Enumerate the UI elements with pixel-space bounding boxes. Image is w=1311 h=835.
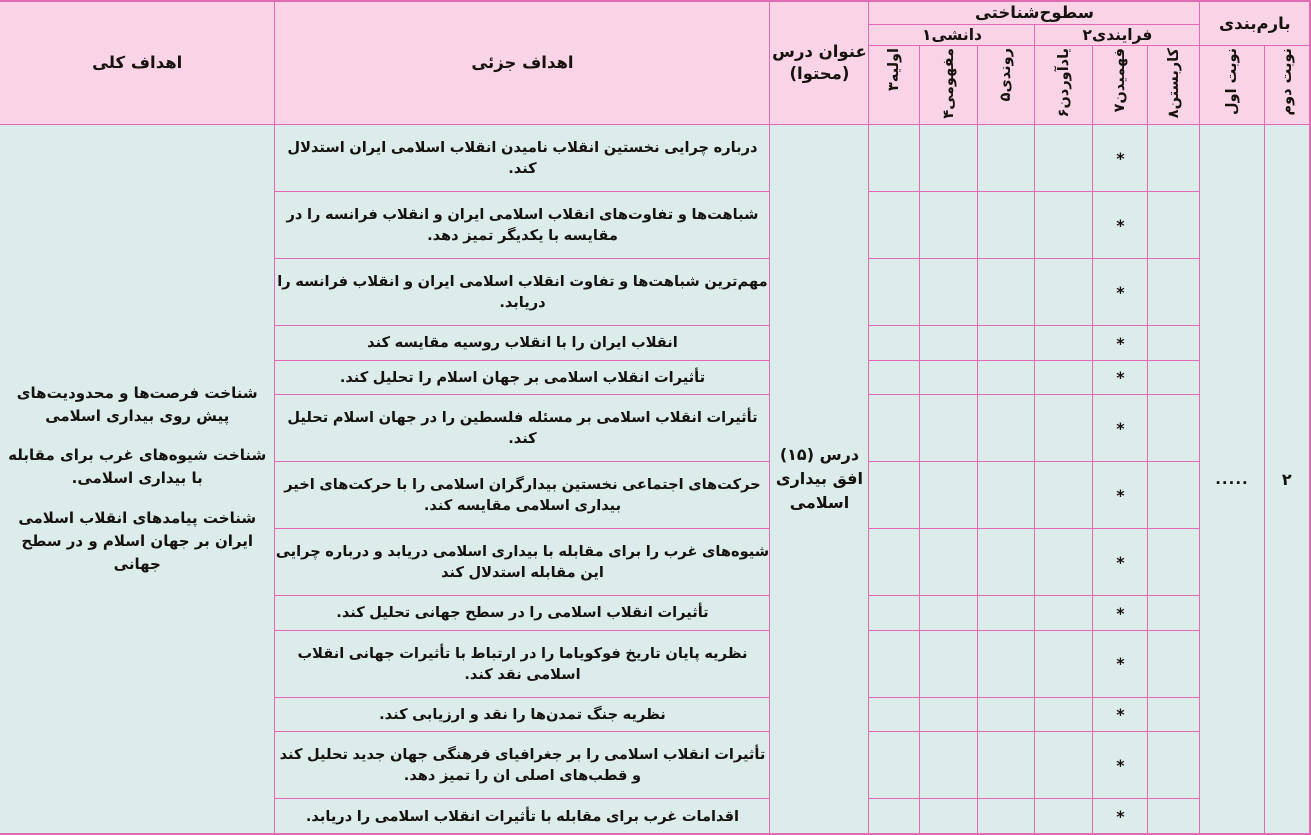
cell-empty-procedural — [978, 529, 1035, 596]
cell-empty-applying — [1148, 732, 1200, 799]
cell-mark-understanding — [1093, 192, 1148, 259]
cell-mark-understanding — [1093, 596, 1148, 630]
cell-partial-goal: مهم‌ترین شباهت‌ها و تفاوت انقلاب اسلامی ایران و انقلاب فرانسه را دریابد. — [275, 259, 770, 326]
lesson-title-line-2: افق بیداری — [775, 469, 864, 488]
star-mark-icon: * — [1116, 552, 1125, 572]
cell-mark-understanding — [1093, 125, 1148, 192]
cell-empty-primary — [869, 529, 920, 596]
cell-empty-recalling — [1035, 360, 1093, 394]
cell-empty-recalling — [1035, 630, 1093, 697]
cell-general-goals — [0, 125, 275, 835]
table-header — [0, 1, 1310, 125]
cell-empty-recalling — [1035, 697, 1093, 731]
header-col-understanding-label: فهمیدن۷ — [1112, 48, 1129, 113]
cell-partial-goal: تأثیرات انقلاب اسلامی بر مسئله فلسطین را در جهان اسلام تحلیل کند. — [275, 395, 770, 462]
general-goal-item: شناخت شیوه‌های غرب برای مقابله با بیداری اسلامی. — [8, 446, 267, 488]
cell-empty-procedural — [978, 732, 1035, 799]
cell-mark-understanding — [1093, 732, 1148, 799]
cell-partial-goal: انقلاب ایران را با انقلاب روسیه مقایسه کند — [275, 326, 770, 360]
star-mark-icon: * — [1116, 367, 1125, 387]
cell-empty-conceptual — [920, 462, 978, 529]
header-col-conceptual — [920, 46, 978, 125]
cell-partial-goal: تأثیرات انقلاب اسلامی را در سطح جهانی تحلیل کند. — [275, 596, 770, 630]
cell-empty-primary — [869, 360, 920, 394]
cell-empty-applying — [1148, 596, 1200, 630]
cell-empty-procedural — [978, 395, 1035, 462]
header-col-procedural — [978, 46, 1035, 125]
cell-empty-recalling — [1035, 125, 1093, 192]
cell-empty-primary — [869, 596, 920, 630]
cell-empty-applying — [1148, 630, 1200, 697]
header-row-top — [0, 1, 1310, 25]
cell-empty-recalling — [1035, 799, 1093, 834]
star-mark-icon: * — [1116, 603, 1125, 623]
cell-empty-applying — [1148, 462, 1200, 529]
table-row — [0, 125, 1310, 192]
star-mark-icon: * — [1116, 806, 1125, 826]
star-mark-icon: * — [1116, 755, 1125, 775]
header-col-term1 — [1200, 46, 1264, 125]
cell-empty-conceptual — [920, 697, 978, 731]
cell-empty-conceptual — [920, 259, 978, 326]
star-mark-icon: * — [1116, 333, 1125, 353]
cell-empty-conceptual — [920, 326, 978, 360]
header-col-term2 — [1264, 46, 1310, 125]
cell-term1-value: ..... — [1200, 125, 1264, 835]
cell-empty-procedural — [978, 360, 1035, 394]
cell-empty-recalling — [1035, 259, 1093, 326]
cell-empty-conceptual — [920, 395, 978, 462]
star-mark-icon: * — [1116, 215, 1125, 235]
general-goal-item: شناخت پیامدهای انقلاب اسلامی ایران بر جهان اسلام و در سطح جهانی — [18, 508, 257, 574]
header-col-primary-label: اولیه۳ — [886, 48, 903, 92]
header-col-recalling — [1035, 46, 1093, 125]
cell-partial-goal: نظریه پایان تاریخ فوکویاما را در ارتباط با تأثیرات جهانی انقلاب اسلامی نقد کند. — [275, 630, 770, 697]
header-general-goals: اهداف کلی — [0, 1, 275, 125]
cell-mark-understanding — [1093, 630, 1148, 697]
cell-empty-recalling — [1035, 462, 1093, 529]
cell-mark-understanding — [1093, 326, 1148, 360]
cell-empty-procedural — [978, 596, 1035, 630]
cell-empty-applying — [1148, 259, 1200, 326]
cell-empty-procedural — [978, 462, 1035, 529]
cell-empty-primary — [869, 395, 920, 462]
lesson-title-line-3: اسلامی — [789, 493, 850, 512]
header-col-term1-label: نوبت اول — [1223, 48, 1240, 116]
cell-empty-procedural — [978, 259, 1035, 326]
cell-partial-goal: نظریه جنگ تمدن‌ها را نقد و ارزیابی کند. — [275, 697, 770, 731]
star-mark-icon: * — [1116, 654, 1125, 674]
cell-empty-applying — [1148, 697, 1200, 731]
cell-empty-applying — [1148, 192, 1200, 259]
cell-empty-recalling — [1035, 326, 1093, 360]
table-body — [0, 125, 1310, 835]
cell-empty-procedural — [978, 125, 1035, 192]
cell-partial-goal: شیوه‌های غرب را برای مقابله با بیداری اسلامی دریابد و درباره چرایی این مقابله استدلال کند — [275, 529, 770, 596]
cell-empty-primary — [869, 326, 920, 360]
cell-partial-goal: تأثیرات انقلاب اسلامی بر جهان اسلام را تحلیل کند. — [275, 360, 770, 394]
cell-mark-understanding — [1093, 259, 1148, 326]
header-barm-bandi: بارم‌بندی — [1200, 1, 1310, 46]
header-lesson-title: عنوان درس (محتوا) — [770, 1, 869, 125]
header-col-term2-label: نوبت دوم — [1278, 48, 1295, 116]
header-col-conceptual-label: مفهومی۴ — [940, 48, 957, 119]
cell-empty-conceptual — [920, 732, 978, 799]
header-col-recalling-label: یادآوردن۶ — [1055, 48, 1072, 118]
cell-mark-understanding — [1093, 799, 1148, 834]
header-process-group: فرایندی۲ — [1035, 25, 1200, 46]
star-mark-icon: * — [1116, 282, 1125, 302]
cell-partial-goal: درباره چرایی نخستین انقلاب نامیدن انقلاب اسلامی ایران استدلال کند. — [275, 125, 770, 192]
cell-empty-recalling — [1035, 596, 1093, 630]
cell-mark-understanding — [1093, 395, 1148, 462]
cell-empty-recalling — [1035, 732, 1093, 799]
cell-empty-conceptual — [920, 529, 978, 596]
header-col-procedural-label: روندی۵ — [998, 48, 1015, 102]
cell-empty-procedural — [978, 326, 1035, 360]
cell-empty-primary — [869, 732, 920, 799]
header-col-understanding — [1093, 46, 1148, 125]
header-col-applying-label: کاربستن۸ — [1165, 48, 1182, 119]
cell-empty-primary — [869, 697, 920, 731]
cell-empty-primary — [869, 259, 920, 326]
cell-empty-applying — [1148, 360, 1200, 394]
cell-empty-primary — [869, 630, 920, 697]
cell-mark-understanding — [1093, 360, 1148, 394]
cell-empty-applying — [1148, 799, 1200, 834]
cell-empty-applying — [1148, 326, 1200, 360]
cell-empty-conceptual — [920, 630, 978, 697]
header-knowledge-group: دانشی۱ — [869, 25, 1035, 46]
cell-empty-primary — [869, 192, 920, 259]
cell-empty-conceptual — [920, 360, 978, 394]
cell-empty-conceptual — [920, 596, 978, 630]
cell-empty-applying — [1148, 395, 1200, 462]
cell-term2-value: ۲ — [1264, 125, 1310, 835]
star-mark-icon: * — [1116, 148, 1125, 168]
cell-empty-conceptual — [920, 799, 978, 834]
header-col-primary — [869, 46, 920, 125]
cell-mark-understanding — [1093, 697, 1148, 731]
cell-partial-goal: اقدامات غرب برای مقابله با تأثیرات انقلاب اسلامی را دریابد. — [275, 799, 770, 834]
cell-empty-procedural — [978, 192, 1035, 259]
cell-empty-procedural — [978, 630, 1035, 697]
cell-empty-conceptual — [920, 192, 978, 259]
cell-partial-goal: حرکت‌های اجتماعی نخستین بیدارگران اسلامی را با حرکت‌های اخیر بیداری اسلامی مقایسه کند. — [275, 462, 770, 529]
cell-empty-primary — [869, 799, 920, 834]
cell-empty-primary — [869, 462, 920, 529]
star-mark-icon: * — [1116, 485, 1125, 505]
star-mark-icon: * — [1116, 705, 1125, 725]
cell-empty-conceptual — [920, 125, 978, 192]
cell-empty-recalling — [1035, 192, 1093, 259]
cell-empty-applying — [1148, 529, 1200, 596]
cell-mark-understanding — [1093, 462, 1148, 529]
lesson-title-line-1: درس (۱۵) — [779, 445, 860, 464]
cell-empty-recalling — [1035, 395, 1093, 462]
cell-mark-understanding — [1093, 529, 1148, 596]
cell-empty-procedural — [978, 697, 1035, 731]
cell-partial-goal: تأثیرات انقلاب اسلامی را بر جغرافیای فرهنگی جهان جدید تحلیل کند و قطب‌های اصلی ان را تمیز دهد. — [275, 732, 770, 799]
star-mark-icon: * — [1116, 418, 1125, 438]
cell-empty-applying — [1148, 125, 1200, 192]
header-partial-goals: اهداف جزئی — [275, 1, 770, 125]
cell-empty-recalling — [1035, 529, 1093, 596]
cell-empty-procedural — [978, 799, 1035, 834]
header-col-applying — [1148, 46, 1200, 125]
header-cognitive-levels: سطوح‌شناختی — [869, 1, 1200, 25]
cell-partial-goal: شباهت‌ها و تفاوت‌های انقلاب اسلامی ایران و انقلاب فرانسه را در مقایسه با یکدیگر تمیز دهد. — [275, 192, 770, 259]
cell-lesson-title — [770, 125, 869, 835]
general-goal-item: شناخت فرصت‌ها و محدودیت‌های پیش روی بیداری اسلامی — [16, 383, 258, 425]
cell-empty-primary — [869, 125, 920, 192]
